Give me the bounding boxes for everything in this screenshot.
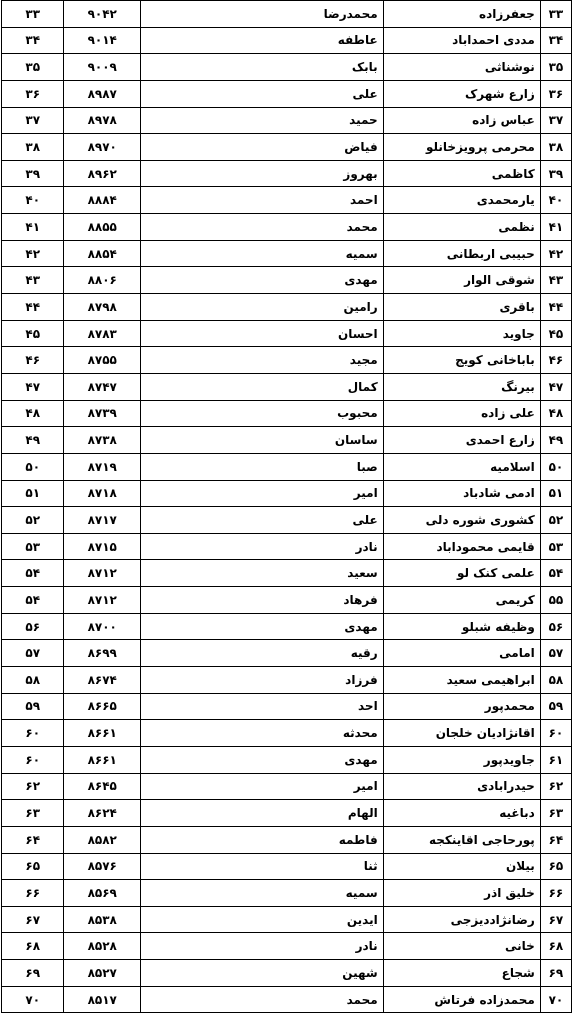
first-name-cell: سمیه [140,240,383,267]
rank-repeat-cell: ۴۷ [2,373,64,400]
table-row [2,240,572,267]
last-name-cell: بیرنگ [383,373,540,400]
last-name-cell: اسلامیه [383,453,540,480]
rank-repeat-cell: ۵۴ [2,560,64,587]
rank-repeat-cell: ۴۱ [2,214,64,241]
table-row [2,746,572,773]
first-name-cell: رقیه [140,640,383,667]
last-name-cell: کریمی [383,587,540,614]
score-cell: ۸۷۹۸ [64,294,141,321]
score-cell: ۸۵۸۲ [64,826,141,853]
last-name-cell: محمدپور [383,693,540,720]
table-row [2,693,572,720]
score-cell: ۸۷۵۵ [64,347,141,374]
rank-cell: ۵۱ [540,480,571,507]
last-name-cell: حبیبی اربطانی [383,240,540,267]
last-name-cell: دباغیه [383,800,540,827]
score-cell: ۸۷۴۷ [64,373,141,400]
last-name-cell: حیدرابادی [383,773,540,800]
score-cell: ۸۷۳۹ [64,400,141,427]
rank-repeat-cell: ۴۴ [2,294,64,321]
first-name-cell: امیر [140,773,383,800]
rank-repeat-cell: ۴۶ [2,347,64,374]
rank-cell: ۳۸ [540,134,571,161]
last-name-cell: جاویدپور [383,746,540,773]
first-name-cell: کمال [140,373,383,400]
rank-repeat-cell: ۳۷ [2,107,64,134]
rank-cell: ۵۷ [540,640,571,667]
rank-cell: ۶۵ [540,853,571,880]
last-name-cell: باباخانی کویج [383,347,540,374]
last-name-cell: شجاع [383,960,540,987]
last-name-cell: یارمحمدی [383,187,540,214]
rank-repeat-cell: ۶۶ [2,880,64,907]
rank-repeat-cell: ۴۰ [2,187,64,214]
table-row [2,933,572,960]
score-cell: ۸۸۵۴ [64,240,141,267]
rank-repeat-cell: ۶۰ [2,720,64,747]
first-name-cell: محمد [140,214,383,241]
table-row [2,640,572,667]
score-cell: ۸۶۹۹ [64,640,141,667]
rank-repeat-cell: ۵۱ [2,480,64,507]
score-cell: ۸۶۶۱ [64,746,141,773]
rank-repeat-cell: ۶۴ [2,826,64,853]
table-row [2,160,572,187]
table-row [2,27,572,54]
rank-cell: ۶۸ [540,933,571,960]
first-name-cell: محبوب [140,400,383,427]
last-name-cell: علمی کنک لو [383,560,540,587]
table-row [2,107,572,134]
rank-repeat-cell: ۳۳ [2,1,64,28]
rank-cell: ۵۵ [540,587,571,614]
first-name-cell: علی [140,507,383,534]
table-row [2,533,572,560]
first-name-cell: مهدی [140,746,383,773]
first-name-cell: ثنا [140,853,383,880]
last-name-cell: نظمی [383,214,540,241]
first-name-cell: فیاض [140,134,383,161]
rank-repeat-cell: ۶۰ [2,746,64,773]
last-name-cell: پورحاجی اقاینکجه [383,826,540,853]
table-row [2,1,572,28]
rank-repeat-cell: ۷۰ [2,986,64,1013]
score-cell: ۸۵۲۸ [64,933,141,960]
table-row [2,826,572,853]
rank-cell: ۵۳ [540,533,571,560]
first-name-cell: عاطفه [140,27,383,54]
last-name-cell: علی زاده [383,400,540,427]
table-row [2,853,572,880]
rank-repeat-cell: ۵۷ [2,640,64,667]
rank-cell: ۴۶ [540,347,571,374]
rank-cell: ۶۴ [540,826,571,853]
score-cell: ۸۷۰۰ [64,613,141,640]
rank-repeat-cell: ۳۹ [2,160,64,187]
rank-cell: ۴۷ [540,373,571,400]
rank-cell: ۳۶ [540,80,571,107]
score-cell: ۸۸۵۵ [64,214,141,241]
score-cell: ۸۷۱۲ [64,587,141,614]
rank-cell: ۳۵ [540,54,571,81]
table-row [2,400,572,427]
first-name-cell: ایدین [140,906,383,933]
table-row [2,613,572,640]
score-cell: ۸۵۶۹ [64,880,141,907]
rank-cell: ۵۸ [540,667,571,694]
rank-repeat-cell: ۳۴ [2,27,64,54]
first-name-cell: فرزاد [140,667,383,694]
last-name-cell: خانی [383,933,540,960]
score-cell: ۸۸۰۶ [64,267,141,294]
score-cell: ۸۹۸۷ [64,80,141,107]
first-name-cell: حمید [140,107,383,134]
rank-cell: ۴۱ [540,214,571,241]
score-cell: ۸۶۲۴ [64,800,141,827]
rank-repeat-cell: ۳۸ [2,134,64,161]
score-cell: ۸۹۷۰ [64,134,141,161]
first-name-cell: احمد [140,187,383,214]
table-row [2,560,572,587]
score-cell: ۸۷۱۲ [64,560,141,587]
last-name-cell: اقانژادیان خلجان [383,720,540,747]
last-name-cell: عباس زاده [383,107,540,134]
last-name-cell: ادمی شادباد [383,480,540,507]
table-row [2,427,572,454]
first-name-cell: مهدی [140,267,383,294]
table-row [2,347,572,374]
last-name-cell: جعفرزاده [383,1,540,28]
table-row [2,720,572,747]
first-name-cell: رامین [140,294,383,321]
rank-repeat-cell: ۳۵ [2,54,64,81]
rank-repeat-cell: ۳۶ [2,80,64,107]
rank-cell: ۴۸ [540,400,571,427]
rank-cell: ۶۳ [540,800,571,827]
last-name-cell: ابراهیمی سعید [383,667,540,694]
last-name-cell: وظیفه شبلو [383,613,540,640]
rank-repeat-cell: ۴۳ [2,267,64,294]
rank-cell: ۶۱ [540,746,571,773]
last-name-cell: کاظمی [383,160,540,187]
table-row [2,960,572,987]
rank-repeat-cell: ۴۵ [2,320,64,347]
score-cell: ۹۰۴۲ [64,1,141,28]
score-cell: ۹۰۱۴ [64,27,141,54]
last-name-cell: رضانژاددیزجی [383,906,540,933]
rank-cell: ۴۳ [540,267,571,294]
rank-cell: ۵۴ [540,560,571,587]
table-row [2,134,572,161]
results-table [1,0,572,1013]
rank-repeat-cell: ۶۷ [2,906,64,933]
rank-cell: ۳۷ [540,107,571,134]
first-name-cell: محمد [140,986,383,1013]
rank-cell: ۳۳ [540,1,571,28]
table-row [2,54,572,81]
rank-cell: ۴۲ [540,240,571,267]
rank-cell: ۴۵ [540,320,571,347]
rank-cell: ۵۹ [540,693,571,720]
first-name-cell: بهروز [140,160,383,187]
rank-cell: ۶۷ [540,906,571,933]
first-name-cell: صبا [140,453,383,480]
score-cell: ۸۶۶۵ [64,693,141,720]
first-name-cell: مجید [140,347,383,374]
first-name-cell: مهدی [140,613,383,640]
results-table-body [2,1,572,1013]
table-row [2,773,572,800]
table-row [2,294,572,321]
rank-repeat-cell: ۶۲ [2,773,64,800]
rank-cell: ۴۴ [540,294,571,321]
first-name-cell: فاطمه [140,826,383,853]
last-name-cell: بیلان [383,853,540,880]
last-name-cell: شوقی الوار [383,267,540,294]
first-name-cell: فرهاد [140,587,383,614]
rank-repeat-cell: ۴۲ [2,240,64,267]
score-cell: ۸۵۷۶ [64,853,141,880]
last-name-cell: مددی احمداباد [383,27,540,54]
rank-repeat-cell: ۵۲ [2,507,64,534]
rank-repeat-cell: ۶۵ [2,853,64,880]
last-name-cell: زارع احمدی [383,427,540,454]
score-cell: ۸۷۱۵ [64,533,141,560]
last-name-cell: امامی [383,640,540,667]
score-cell: ۸۵۳۸ [64,906,141,933]
score-cell: ۸۷۱۹ [64,453,141,480]
rank-repeat-cell: ۴۹ [2,427,64,454]
first-name-cell: الهام [140,800,383,827]
first-name-cell: احسان [140,320,383,347]
rank-cell: ۴۰ [540,187,571,214]
first-name-cell: محمدرضا [140,1,383,28]
first-name-cell: احد [140,693,383,720]
last-name-cell: جاوید [383,320,540,347]
last-name-cell: کشوری شوره دلی [383,507,540,534]
score-cell: ۸۵۱۷ [64,986,141,1013]
score-cell: ۸۶۷۴ [64,667,141,694]
rank-cell: ۶۹ [540,960,571,987]
last-name-cell: محمدزاده فرتاش [383,986,540,1013]
rank-repeat-cell: ۵۶ [2,613,64,640]
rank-cell: ۵۰ [540,453,571,480]
rank-repeat-cell: ۵۸ [2,667,64,694]
rank-cell: ۳۴ [540,27,571,54]
table-row [2,373,572,400]
table-row [2,214,572,241]
rank-repeat-cell: ۶۳ [2,800,64,827]
rank-cell: ۳۹ [540,160,571,187]
table-row [2,80,572,107]
table-row [2,187,572,214]
rank-cell: ۴۹ [540,427,571,454]
rank-repeat-cell: ۶۹ [2,960,64,987]
score-cell: ۹۰۰۹ [64,54,141,81]
first-name-cell: نادر [140,933,383,960]
score-cell: ۸۹۷۸ [64,107,141,134]
score-cell: ۸۷۱۷ [64,507,141,534]
table-row [2,480,572,507]
last-name-cell: خلیق اذر [383,880,540,907]
score-cell: ۸۸۸۴ [64,187,141,214]
score-cell: ۸۶۴۵ [64,773,141,800]
last-name-cell: قایمی محموداباد [383,533,540,560]
rank-cell: ۷۰ [540,986,571,1013]
table-row [2,507,572,534]
rank-repeat-cell: ۵۹ [2,693,64,720]
rank-cell: ۵۲ [540,507,571,534]
table-row [2,800,572,827]
first-name-cell: سمیه [140,880,383,907]
first-name-cell: شهین [140,960,383,987]
score-cell: ۸۷۳۸ [64,427,141,454]
last-name-cell: محرمی پرویزخانلو [383,134,540,161]
table-row [2,320,572,347]
first-name-cell: بابک [140,54,383,81]
rank-repeat-cell: ۵۰ [2,453,64,480]
table-row [2,453,572,480]
table-row [2,880,572,907]
first-name-cell: ساسان [140,427,383,454]
last-name-cell: نوشناثی [383,54,540,81]
first-name-cell: علی [140,80,383,107]
rank-repeat-cell: ۴۸ [2,400,64,427]
rank-repeat-cell: ۶۸ [2,933,64,960]
score-cell: ۸۷۸۳ [64,320,141,347]
first-name-cell: سعید [140,560,383,587]
first-name-cell: نادر [140,533,383,560]
rank-cell: ۵۶ [540,613,571,640]
rank-cell: ۶۰ [540,720,571,747]
table-row [2,267,572,294]
last-name-cell: زارع شهرک [383,80,540,107]
table-row [2,906,572,933]
rank-cell: ۶۶ [540,880,571,907]
first-name-cell: امیر [140,480,383,507]
last-name-cell: باقری [383,294,540,321]
score-cell: ۸۵۲۷ [64,960,141,987]
table-row [2,667,572,694]
score-cell: ۸۷۱۸ [64,480,141,507]
rank-cell: ۶۲ [540,773,571,800]
table-row [2,986,572,1013]
score-cell: ۸۶۶۱ [64,720,141,747]
table-row [2,587,572,614]
first-name-cell: محدثه [140,720,383,747]
rank-repeat-cell: ۵۴ [2,587,64,614]
score-cell: ۸۹۶۲ [64,160,141,187]
rank-repeat-cell: ۵۳ [2,533,64,560]
